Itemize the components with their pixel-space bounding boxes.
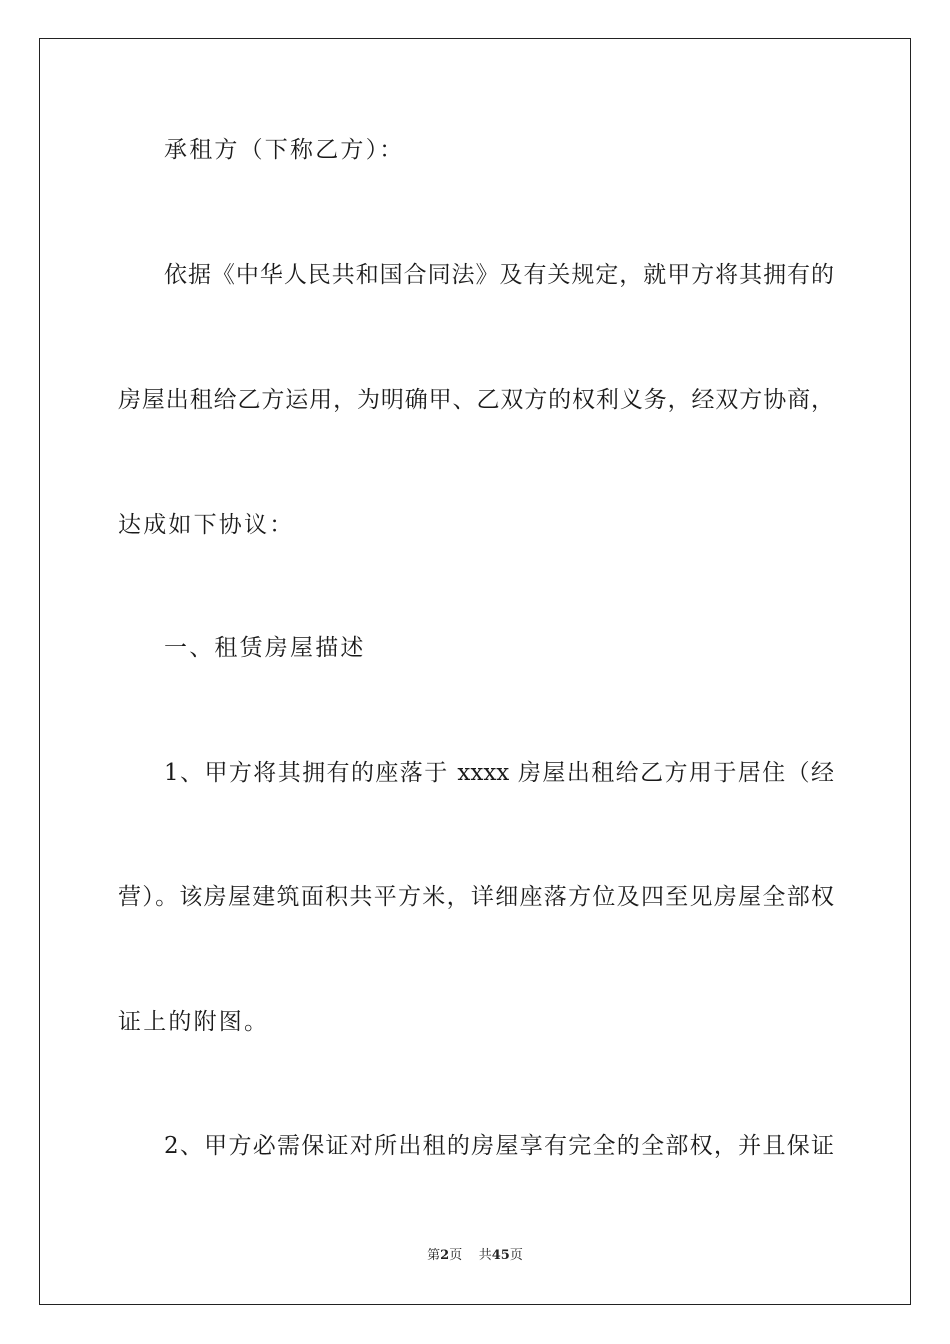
clause-2-line-1: 2、甲方必需保证对所出租的房屋享有完全的全部权，并且保证: [164, 1133, 834, 1159]
page-prefix: 第: [427, 1248, 441, 1263]
total-prefix: 共: [478, 1248, 492, 1263]
page-footer: [0, 1247, 950, 1265]
total-suffix: 页: [509, 1248, 523, 1263]
paragraph-lessee-line: 承租方（下称乙方）：: [164, 137, 405, 163]
current-page-number: 2: [440, 1248, 450, 1263]
page-suffix: 页: [449, 1248, 463, 1263]
paragraph-basis-line-1: 依据《中华人民共和国合同法》及有关规定，就甲方将其拥有的: [164, 262, 834, 288]
clause-1-line-2: 营）。该房屋建筑面积共平方米，详细座落方位及四至见房屋全部权: [118, 884, 834, 910]
total-page-count: 45: [491, 1248, 510, 1263]
clause-1-line-1: 1、甲方将其拥有的座落于 xxxx 房屋出租给乙方用于居住（经: [164, 760, 834, 786]
page-border: [39, 38, 911, 1305]
clause-1-line-3: 证上的附图。: [118, 1009, 270, 1035]
paragraph-basis-line-2: 房屋出租给乙方运用，为明确甲、乙双方的权利义务，经双方协商，: [118, 387, 834, 413]
section-heading-rental-description: 一、租赁房屋描述: [164, 635, 366, 661]
paragraph-basis-line-3: 达成如下协议：: [118, 512, 295, 538]
